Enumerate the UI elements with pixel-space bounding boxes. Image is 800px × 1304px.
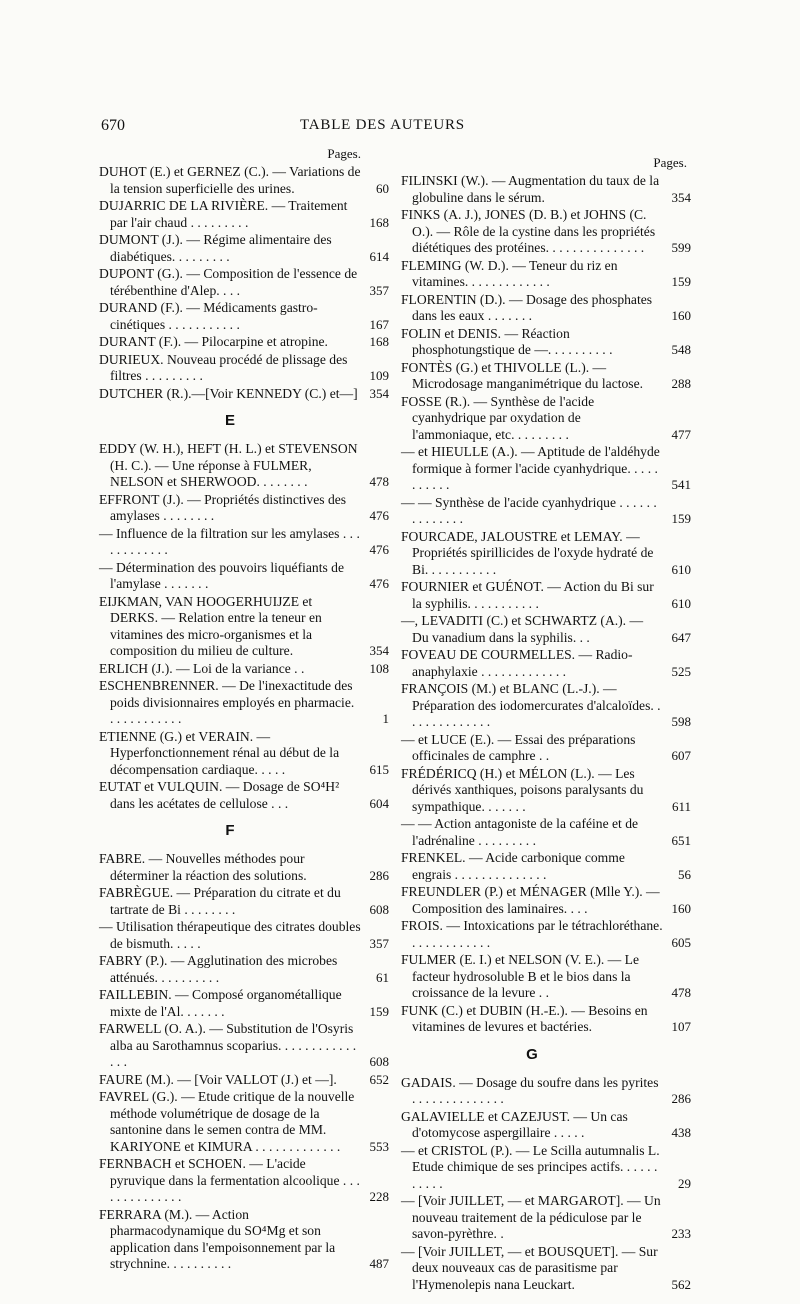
index-entry: [99, 491, 389, 525]
index-entry: [401, 816, 691, 849]
index-entry: [401, 444, 691, 494]
entry-page-number: 56: [678, 866, 691, 882]
index-entry: [401, 681, 691, 731]
entry-page-number: 608: [369, 901, 389, 917]
entry-text: FERRARA (M.). — Action pharmacodynamique du SO⁴Mg et son application dans l'empoisonnement par la strychnine. . . . . . . . . .: [99, 1206, 336, 1271]
entry-page-number: 651: [671, 832, 691, 848]
entry-text: FARWELL (O. A.). — Substitution de l'Osyris alba au Sarothamnus scoparius. . . . . . . . . . . . . . .: [99, 1021, 357, 1069]
index-entry: [401, 579, 691, 612]
entry-page-number: 61: [376, 969, 389, 985]
entry-page-number: 476: [369, 576, 389, 591]
entry-text: FABRY (P.). — Agglutination des microbes atténués. . . . . . . . . .: [99, 953, 338, 985]
entry-page-number: 607: [671, 748, 691, 763]
index-entry: [401, 918, 691, 951]
index-entry: [99, 232, 389, 265]
entry-text: —, LEVADITI (C.) et SCHWARTZ (A.). — Du vanadium dans la syphilis. . .: [401, 613, 644, 645]
entry-page-number: 610: [671, 561, 691, 577]
index-entry: [99, 164, 389, 197]
entry-text: — Influence de la filtration sur les amylases . . . . . . . . . . . .: [99, 525, 360, 557]
index-entry: [401, 952, 691, 1002]
entry-page-number: 647: [671, 629, 691, 645]
entry-page-number: 541: [671, 477, 691, 492]
running-header: [0, 117, 800, 139]
entry-text: FROIS. — Intoxications par le tétrachloréthane. . . . . . . . . . . . .: [401, 918, 663, 950]
entry-text: — Utilisation thérapeutique des citrates doubles de bismuth. . . . .: [99, 919, 361, 951]
entry-text: FOURNIER et GUÉNOT. — Action du Bi sur la syphilis. . . . . . . . . . .: [401, 579, 654, 611]
entry-text: FLEMING (W. D.). — Teneur du riz en vitamines. . . . . . . . . . . . .: [401, 257, 618, 289]
index-entry: [99, 851, 389, 884]
entry-page-number: 159: [369, 1003, 389, 1019]
index-entry: [99, 1156, 389, 1206]
entry-page-number: 160: [671, 900, 691, 916]
entry-page-number: 1: [382, 711, 389, 726]
entry-page-number: 478: [369, 474, 389, 489]
index-entry: [401, 1193, 691, 1243]
pages-label: Pages.: [653, 155, 687, 170]
entry-text: GADAIS. — Dosage du soufre dans les pyrites . . . . . . . . . . . . . .: [401, 1074, 659, 1106]
entry-text: FRÉDÉRICQ (H.) et MÉLON (L.). — Les dérivés xanthiques, poisons paralysants du sympathique. . . . . . .: [401, 765, 644, 814]
index-entry: [401, 613, 691, 646]
entry-text: DUMONT (J.). — Régime alimentaire des diabétiques. . . . . . . . .: [99, 232, 332, 264]
entry-page-number: 438: [671, 1125, 691, 1140]
index-entry: [99, 678, 389, 728]
entry-text: FERNBACH et SCHOEN. — L'acide pyruvique dans la fermentation alcoolique . . . . . . . . . . . . . .: [99, 1156, 360, 1204]
entry-page-number: 168: [369, 214, 389, 230]
entry-text: FOLIN et DENIS. — Réaction phosphotungstique de —. . . . . . . . . .: [401, 325, 613, 357]
index-entry: [99, 1089, 389, 1155]
entry-page-number: 286: [671, 1091, 691, 1106]
entry-text: FRENKEL. — Acide carbonique comme engrais . . . . . . . . . . . . . .: [401, 850, 625, 882]
index-entry: [99, 525, 389, 559]
entry-text: EIJKMAN, VAN HOOGERHUIJZE et DERKS. — Relation entre la teneur en vitamines des micro-organismes et la composition du milieu de culture.: [99, 593, 322, 658]
entry-text: FAILLEBIN. — Composé organométallique mixte de l'Al. . . . . . .: [99, 987, 342, 1019]
entry-page-number: 357: [369, 282, 389, 298]
entry-page-number: 525: [671, 663, 691, 679]
index-entry: [401, 207, 691, 257]
left-column: [99, 146, 389, 1274]
index-entry: [401, 257, 691, 291]
index-entry: [401, 1108, 691, 1142]
index-entry: [99, 1071, 389, 1089]
entry-page-number: 611: [671, 798, 691, 814]
entry-page-number: 60: [376, 180, 389, 196]
index-entry: [99, 660, 389, 678]
index-entry: [401, 850, 691, 883]
entry-page-number: 29: [678, 1175, 691, 1191]
index-entry: [401, 1142, 691, 1193]
index-entry: [99, 1206, 389, 1273]
index-entry: [401, 494, 691, 528]
section-letter: G: [526, 1045, 538, 1063]
entry-text: EFFRONT (J.). — Propriétés distinctives des amylases . . . . . . . .: [99, 491, 347, 523]
entry-text: — [Voir JUILLET, — et BOUSQUET]. — Sur deux nouveaux cas de parasitisme par l'Hymenolepis nana Leuckart.: [401, 1243, 658, 1292]
entry-text: FLORENTIN (D.). — Dosage des phosphates dans les eaux . . . . . . .: [401, 291, 653, 323]
entry-text: ERLICH (J.). — Loi de la variance . .: [99, 660, 305, 676]
index-entry: [401, 1074, 691, 1108]
page-number: 670: [101, 117, 125, 134]
entry-text: FAVREL (G.). — Etude critique de la nouvelle méthode volumétrique de dosage de la santonine dans le semen contra de MM. KARIYONE et KIMURA . . . . . . . . . . . . .: [99, 1089, 355, 1154]
entry-text: FUNK (C.) et DUBIN (H.-E.). — Besoins en vitamines de levures et bactéries.: [401, 1002, 648, 1034]
index-entry: [99, 334, 389, 351]
entry-page-number: 286: [369, 867, 389, 883]
entry-text: EUTAT et VULQUIN. — Dosage de SO⁴H² dans les acétates de cellulose . . .: [99, 779, 340, 811]
index-entry: [99, 441, 389, 491]
index-entry: [99, 266, 389, 299]
entry-page-number: 228: [369, 1189, 389, 1204]
entry-text: DUPONT (G.). — Composition de l'essence de térébenthine d'Alep. . . .: [99, 266, 358, 298]
entry-page-number: 604: [369, 795, 389, 811]
entry-text: FILINSKI (W.). — Augmentation du taux de la globuline dans le sérum.: [401, 173, 660, 205]
index-entry: [99, 779, 389, 812]
entry-text: DUHOT (E.) et GERNEZ (C.). — Variations de la tension superficielle des urines.: [99, 164, 361, 196]
entry-text: ESCHENBRENNER. — De l'inexactitude des poids divisionnaires employés en pharmacie. . . . . . . . . . . .: [99, 678, 355, 726]
section-letter: E: [224, 412, 235, 429]
entry-page-number: 599: [671, 240, 691, 255]
entry-text: GALAVIELLE et CAZEJUST. — Un cas d'otomycose aspergillaire . . . . .: [401, 1108, 628, 1140]
entry-text: — — Action antagoniste de la caféine et de l'adrénaline . . . . . . . . .: [401, 816, 639, 848]
entry-page-number: 354: [369, 385, 389, 401]
index-entry: [99, 1021, 389, 1071]
entry-page-number: 160: [671, 308, 691, 323]
entry-page-number: 610: [671, 595, 691, 611]
index-entry: [401, 325, 691, 359]
index-entry: [401, 647, 691, 680]
index-entry: [401, 1243, 691, 1294]
entry-page-number: 477: [671, 426, 691, 442]
entry-text: FABRÈGUE. — Préparation du citrate et du tartrate de Bi . . . . . . . .: [99, 885, 341, 917]
entry-text: FULMER (E. I.) et NELSON (V. E.). — Le facteur hydrosoluble B et le bios dans la croissance de la levure . .: [401, 952, 639, 1000]
entry-text: FREUNDLER (P.) et MÉNAGER (Mlle Y.). — Composition des laminaires. . . .: [401, 884, 660, 916]
entry-page-number: 109: [369, 368, 389, 383]
right-column: [401, 146, 691, 1294]
entry-page-number: 168: [369, 334, 389, 349]
entry-page-number: 476: [369, 508, 389, 523]
entry-page-number: 478: [671, 985, 691, 1000]
entry-text: FAURE (M.). — [Voir VALLOT (J.) et —].: [99, 1071, 337, 1087]
entry-text: FOURCADE, JALOUSTRE et LEMAY. — Propriétés spirillicides de l'oxyde hydraté de Bi. . . . . . . . . . .: [401, 528, 654, 577]
index-entry: [99, 385, 389, 403]
index-entry: [99, 987, 389, 1020]
entry-text: DUTCHER (R.).—[Voir KENNEDY (C.) et—]: [99, 385, 358, 401]
entry-page-number: 108: [369, 660, 389, 676]
entry-page-number: 614: [369, 248, 389, 264]
index-entry: [401, 765, 691, 816]
entry-text: — et HIEULLE (A.). — Aptitude de l'aldéhyde formique à former l'acide cyanhydrique. . . . . . . . . . .: [401, 444, 660, 492]
entry-text: FONTÈS (G.) et THIVOLLE (L.). — Microdosage manganimétrique du lactose.: [401, 359, 644, 391]
index-entry: [99, 953, 389, 986]
index-entry: [99, 593, 389, 660]
entry-page-number: 598: [671, 714, 691, 729]
section-letter: F: [225, 822, 235, 839]
entry-page-number: 159: [671, 511, 691, 526]
pages-label: Pages.: [327, 146, 361, 161]
entry-text: — Détermination des pouvoirs liquéfiants de l'amylase . . . . . . .: [99, 559, 345, 591]
entry-page-number: 288: [671, 376, 691, 391]
entry-page-number: 652: [369, 1071, 389, 1087]
entry-page-number: 615: [369, 761, 389, 777]
entry-text: DURIEUX. Nouveau procédé de plissage des filtres . . . . . . . . .: [99, 351, 348, 383]
index-entry: [401, 173, 691, 206]
entry-page-number: 553: [369, 1138, 389, 1154]
index-entry: [99, 559, 389, 593]
entry-text: EDDY (W. H.), HEFT (H. L.) et STEVENSON (H. C.). — Une réponse à FULMER, NELSON et SHERWOOD. . . . . . . .: [99, 441, 358, 489]
entry-text: — et LUCE (E.). — Essai des préparations officinales de camphre . .: [401, 731, 636, 763]
index-entry: [401, 884, 691, 917]
entry-page-number: 487: [369, 1256, 389, 1271]
entry-page-number: 167: [369, 316, 389, 332]
index-entry: [401, 359, 691, 393]
entry-text: ETIENNE (G.) et VERAIN. — Hyperfonctionnement rénal au début de la décompensation cardiaque. . . . .: [99, 728, 340, 777]
entry-page-number: 354: [369, 643, 389, 658]
index-entry: [99, 919, 389, 952]
index-entry: [401, 393, 691, 444]
index-entry: [99, 728, 389, 779]
index-entry: [99, 300, 389, 333]
entry-page-number: 159: [671, 274, 691, 289]
entry-text: FOSSE (R.). — Synthèse de l'acide cyanhydrique par oxydation de l'ammoniaque, etc. . . . . . . . .: [401, 393, 595, 442]
entry-text: FRANÇOIS (M.) et BLANC (L.-J.). — Préparation des iodomercurates d'alcaloïdes. . . . . . . . . . . . . .: [401, 681, 661, 729]
index-entry: [99, 198, 389, 231]
entry-text: FINKS (A. J.), JONES (D. B.) et JOHNS (C. O.). — Rôle de la cystine dans les propriétés diététiques des protéines. . . . . . . . . . . . . . .: [401, 207, 656, 255]
entry-text: DURAND (F.). — Médicaments gastro-cinétiques . . . . . . . . . . .: [99, 300, 318, 332]
index-entry: [401, 291, 691, 325]
index-entry: [99, 885, 389, 918]
entry-text: FABRE. — Nouvelles méthodes pour déterminer la réaction des solutions.: [99, 851, 307, 883]
index-entry: [401, 1002, 691, 1036]
running-title: TABLE DES AUTEURS: [300, 117, 465, 133]
entry-page-number: 608: [369, 1054, 389, 1069]
entry-text: — et CRISTOL (P.). — Le Scilla autumnalis L. Etude chimique de ses principes actifs. . . . . . . . . . .: [401, 1142, 660, 1191]
entry-text: DUJARRIC DE LA RIVIÈRE. — Traitement par l'air chaud . . . . . . . . .: [99, 198, 348, 230]
entry-text: FOVEAU DE COURMELLES. — Radio-anaphylaxie . . . . . . . . . . . . .: [401, 647, 633, 679]
index-entry: [99, 351, 389, 385]
entry-page-number: 233: [671, 1226, 691, 1241]
entry-text: DURANT (F.). — Pilocarpine et atropine.: [99, 334, 328, 349]
index-entry: [401, 731, 691, 765]
entry-page-number: 354: [671, 189, 691, 205]
entry-page-number: 107: [671, 1019, 691, 1034]
entry-text: — — Synthèse de l'acide cyanhydrique . . . . . . . . . . . . . .: [401, 494, 657, 526]
entry-page-number: 548: [671, 342, 691, 357]
entry-page-number: 605: [671, 934, 691, 950]
entry-page-number: 357: [369, 935, 389, 951]
entry-page-number: 476: [369, 542, 389, 557]
entry-page-number: 562: [671, 1276, 691, 1292]
entry-text: — [Voir JUILLET, — et MARGAROT]. — Un nouveau traitement de la pédiculose par le savon-pyrèthre. .: [401, 1193, 661, 1241]
index-entry: [401, 528, 691, 579]
